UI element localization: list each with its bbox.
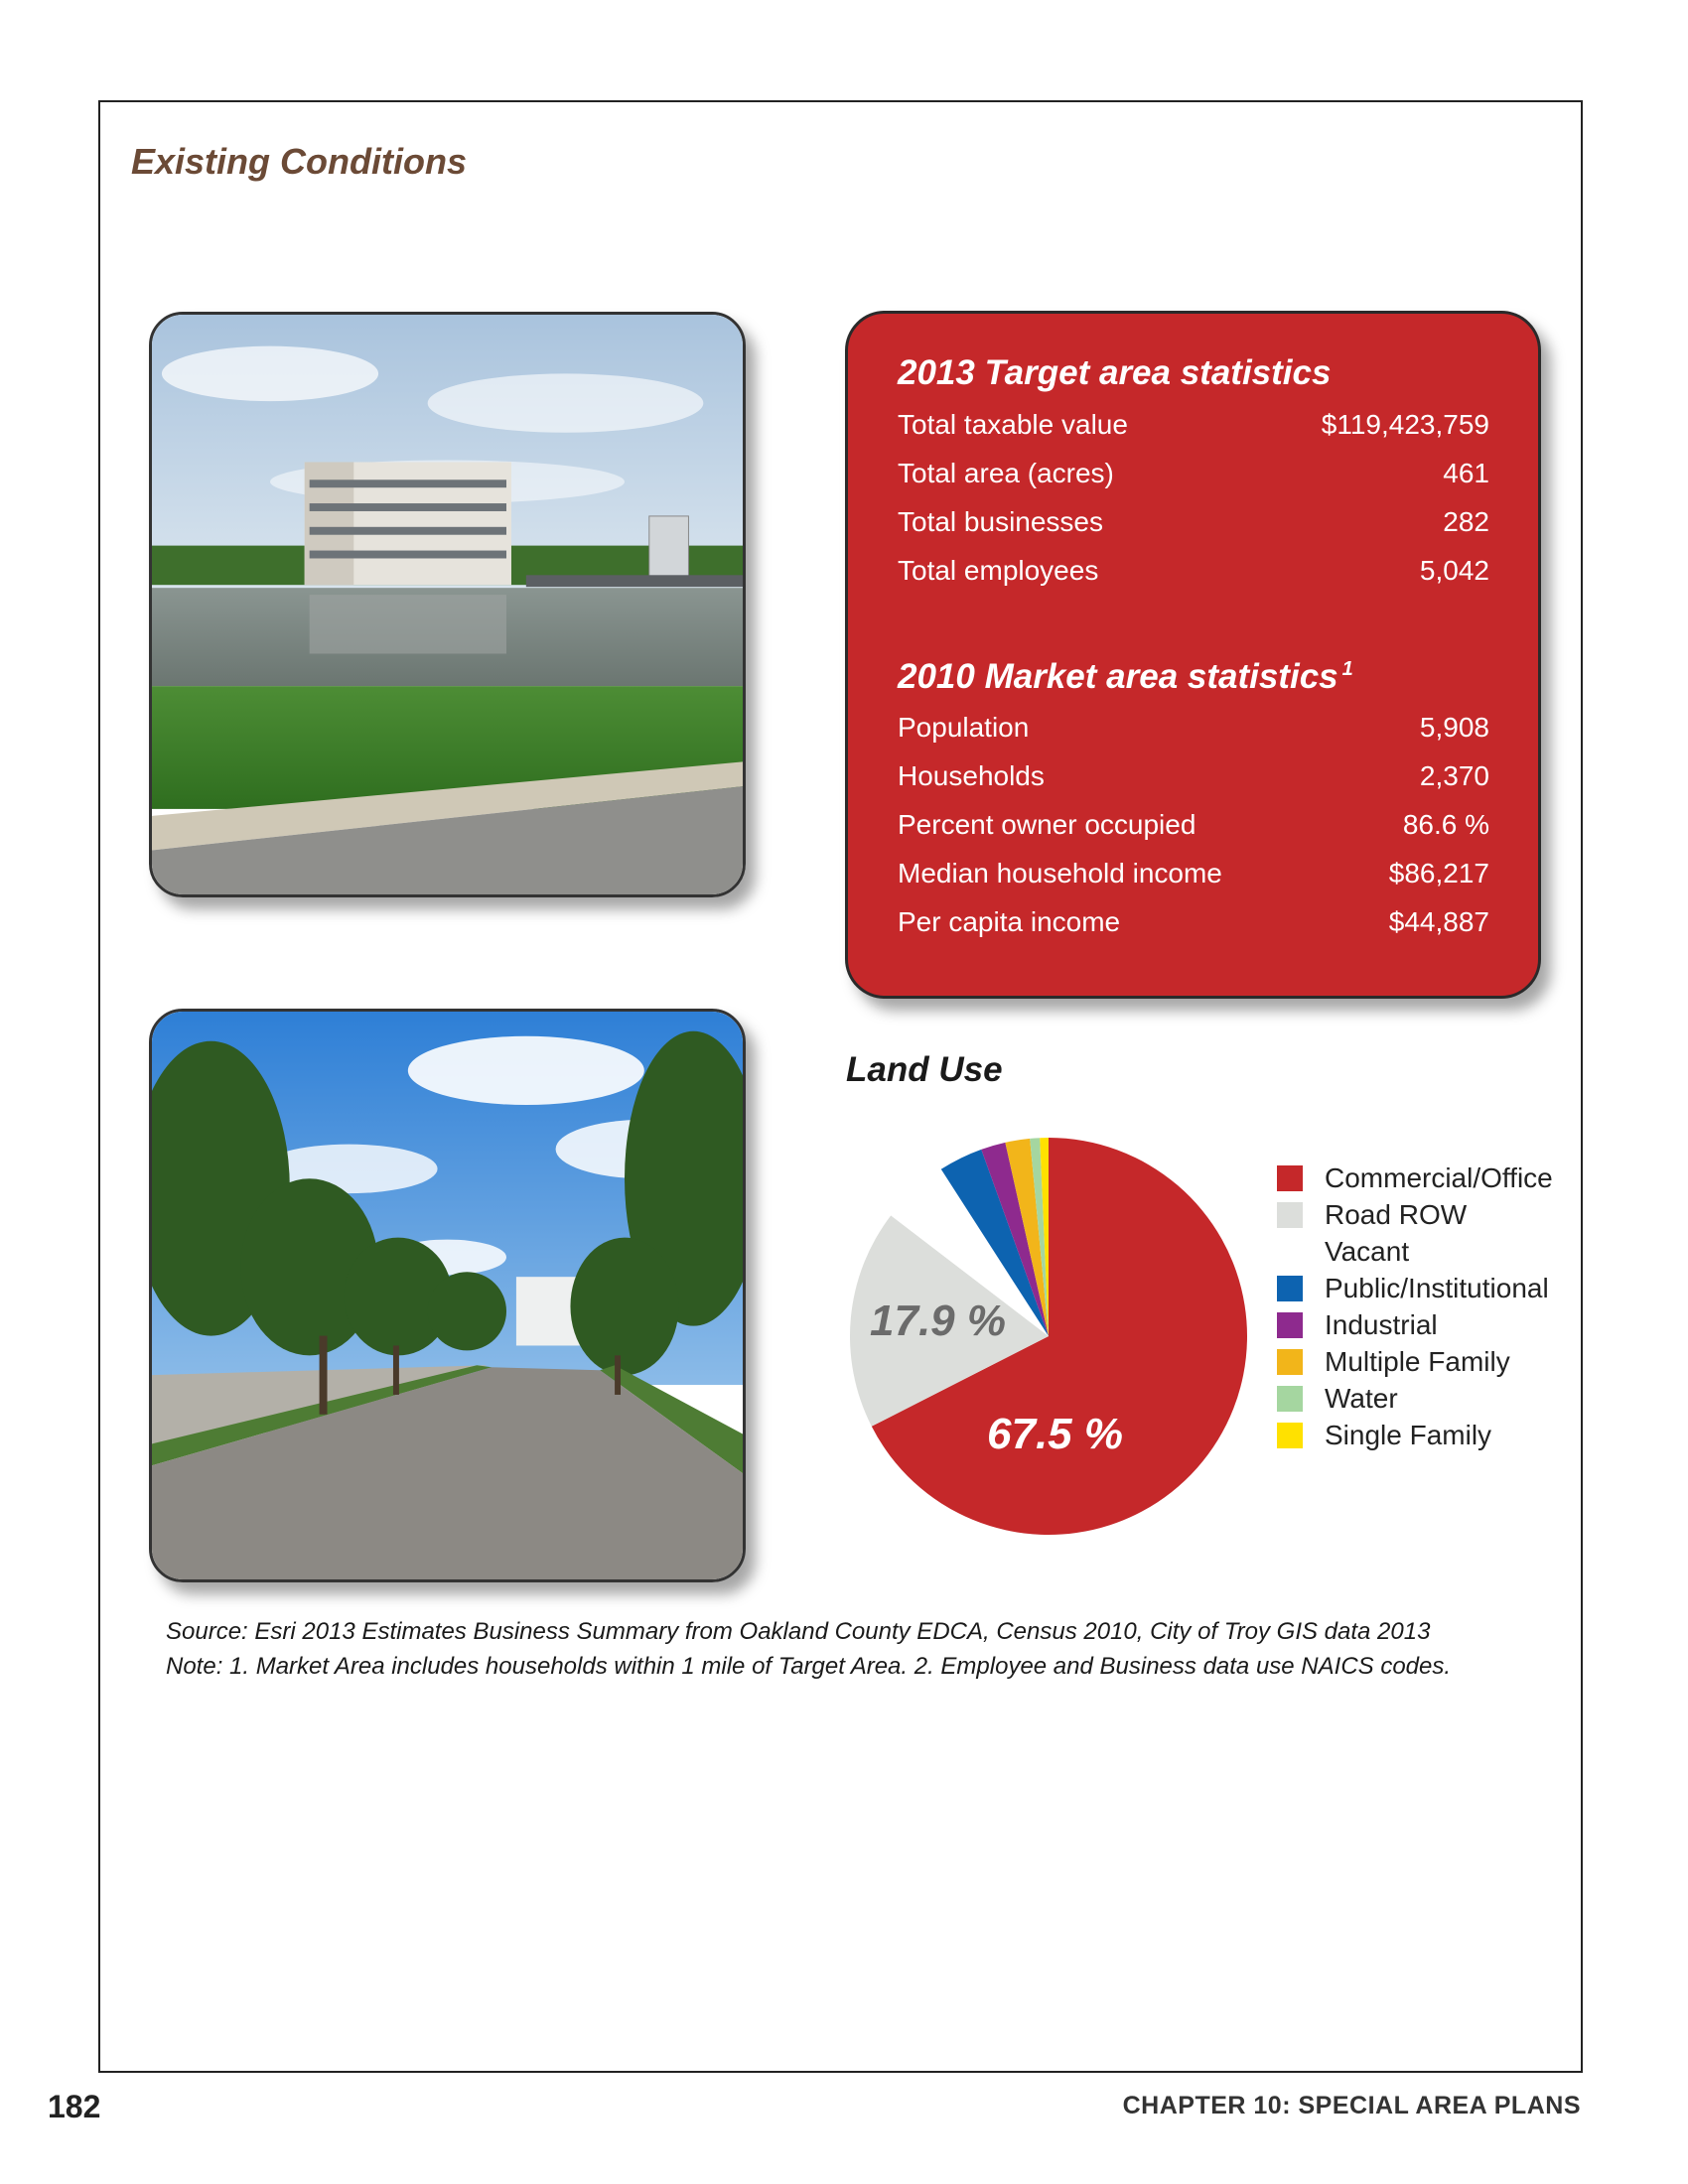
legend-swatch: [1277, 1202, 1303, 1228]
legend-swatch: [1277, 1165, 1303, 1191]
stat-value: 2,370: [1419, 760, 1489, 791]
source-line: Source: Esri 2013 Estimates Business Summary from Oakland County EDCA, Census 2010, City of Troy GIS data 2013: [166, 1618, 1431, 1645]
stat-row: [898, 906, 1489, 938]
legend-label: Water: [1325, 1382, 1398, 1414]
legend-label: Commercial/Office: [1325, 1161, 1553, 1193]
page-number: 182: [48, 2089, 101, 2124]
note-line: Note: 1. Market Area includes households within 1 mile of Target Area. 2. Employee and Business data use NAICS codes.: [166, 1653, 1452, 1680]
stat-label: Median household income: [898, 858, 1222, 888]
stat-value: $86,217: [1388, 858, 1489, 888]
statistics-card: [845, 311, 1541, 999]
legend-item: [1277, 1380, 1553, 1417]
stat-row: [898, 458, 1489, 489]
legend-label: Industrial: [1325, 1308, 1438, 1340]
stat-value: 86.6 %: [1402, 809, 1489, 840]
legend-item: [1277, 1417, 1553, 1453]
office-pond-photo: [149, 312, 746, 897]
legend-swatch: [1277, 1276, 1303, 1301]
target-area-heading: 2013 Target area statistics: [898, 353, 1332, 392]
legend-label: Single Family: [1325, 1419, 1492, 1450]
pie-slice-label: 17.9 %: [870, 1297, 1006, 1345]
legend-label: Road ROW: [1325, 1198, 1468, 1230]
legend-swatch: [1277, 1312, 1303, 1338]
source-note: [166, 1614, 1451, 1684]
legend-label: Public/Institutional: [1325, 1272, 1549, 1303]
legend-item: [1277, 1160, 1553, 1196]
market-area-heading-text: 2010 Market area statistics: [898, 657, 1338, 696]
stat-row: [898, 506, 1489, 538]
pie-slice-label: 67.5 %: [987, 1410, 1123, 1458]
stat-label: Percent owner occupied: [898, 809, 1196, 840]
legend-item: [1277, 1196, 1553, 1233]
section-title: Existing Conditions: [131, 141, 467, 182]
stat-label: Total businesses: [898, 506, 1104, 537]
stat-value: 5,908: [1419, 712, 1489, 743]
stat-label: Per capita income: [898, 906, 1121, 937]
legend-swatch: [1277, 1349, 1303, 1375]
legend-swatch: [1277, 1239, 1303, 1265]
stat-value: 5,042: [1419, 555, 1489, 586]
chapter-label: CHAPTER 10: SPECIAL AREA PLANS: [1122, 2092, 1581, 2119]
stat-row: [898, 858, 1489, 889]
stat-value: $44,887: [1388, 906, 1489, 937]
market-area-heading: [898, 657, 1353, 697]
stat-label: Population: [898, 712, 1030, 743]
pie-legend: [1277, 1160, 1553, 1453]
land-use-title: Land Use: [846, 1050, 1003, 1089]
stat-value: $119,423,759: [1321, 409, 1489, 440]
stat-label: Total taxable value: [898, 409, 1128, 440]
legend-swatch: [1277, 1386, 1303, 1412]
legend-item: [1277, 1233, 1553, 1270]
stat-label: Households: [898, 760, 1045, 791]
stat-label: Total employees: [898, 555, 1099, 586]
stat-row: [898, 760, 1489, 792]
legend-item: [1277, 1343, 1553, 1380]
stat-row: [898, 809, 1489, 841]
stat-label: Total area (acres): [898, 458, 1114, 488]
legend-label: Vacant: [1325, 1235, 1410, 1267]
tree-lined-road-photo: [149, 1009, 746, 1582]
stat-row: [898, 712, 1489, 744]
legend-item: [1277, 1306, 1553, 1343]
legend-item: [1277, 1270, 1553, 1306]
stat-value: 282: [1443, 506, 1489, 537]
legend-swatch: [1277, 1423, 1303, 1448]
legend-label: Multiple Family: [1325, 1345, 1510, 1377]
stat-value: 461: [1443, 458, 1489, 488]
stat-row: [898, 555, 1489, 587]
stat-row: [898, 409, 1489, 441]
footnote-mark: 1: [1341, 658, 1353, 681]
